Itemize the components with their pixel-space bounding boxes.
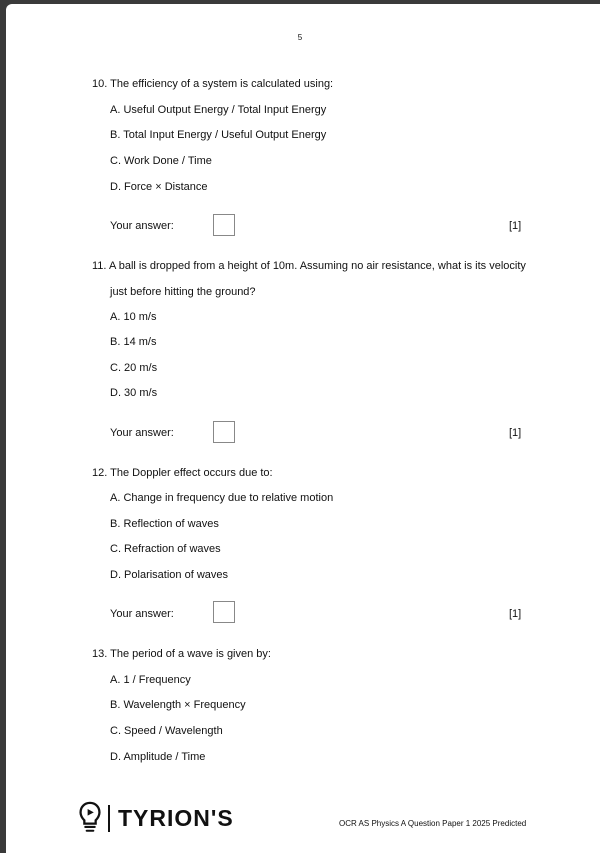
question-12-stem: 12. The Doppler effect occurs due to: [92,467,273,479]
question-11-stem: 11. A ball is dropped from a height of 10m. Assuming no air resistance, what is its velocity [92,260,526,272]
question-11-option-c: C. 20 m/s [110,362,158,374]
question-11-option-a: A. 10 m/s [110,311,157,323]
question-12-answer-box[interactable] [213,601,235,623]
question-10-option-c: C. Work Done / Time [110,155,212,167]
question-13-option-a: A. 1 / Frequency [110,674,191,686]
page-number: 5 [297,33,303,42]
question-10-stem: 10. The efficiency of a system is calculated using: [92,78,334,90]
question-11-answer-box[interactable] [213,421,235,443]
question-10-option-d: D. Force × Distance [110,181,208,193]
question-12-option-a: A. Change in frequency due to relative motion [110,492,334,504]
question-12-option-d: D. Polarisation of waves [110,569,228,581]
question-11-option-b: B. 14 m/s [110,336,157,348]
question-13-option-b: B. Wavelength × Frequency [110,699,246,711]
footer-paper-title: OCR AS Physics A Question Paper 1 2025 Predicted [339,819,527,828]
lightbulb-play-icon [78,801,102,835]
question-10-option-b: B. Total Input Energy / Useful Output Energy [110,129,327,141]
question-11-answer-label: Your answer: [110,427,174,439]
question-13-option-d: D. Amplitude / Time [110,751,206,763]
question-12-marks: [1] [509,608,522,620]
logo-divider [108,805,110,832]
question-11-marks: [1] [509,427,522,439]
question-10-option-a: A. Useful Output Energy / Total Input Energy [110,104,327,116]
question-11-stem-continued: just before hitting the ground? [110,286,256,298]
brand-name: TYRION'S [118,805,234,831]
question-10-marks: [1] [509,220,522,232]
question-13-stem: 13. The period of a wave is given by: [92,648,271,660]
question-11-option-d: D. 30 m/s [110,387,158,399]
question-10-answer-box[interactable] [213,214,235,236]
question-10-answer-label: Your answer: [110,220,174,232]
question-13-option-c: C. Speed / Wavelength [110,725,223,737]
question-12-option-c: C. Refraction of waves [110,543,221,555]
question-12-option-b: B. Reflection of waves [110,518,219,530]
question-12-answer-label: Your answer: [110,608,174,620]
